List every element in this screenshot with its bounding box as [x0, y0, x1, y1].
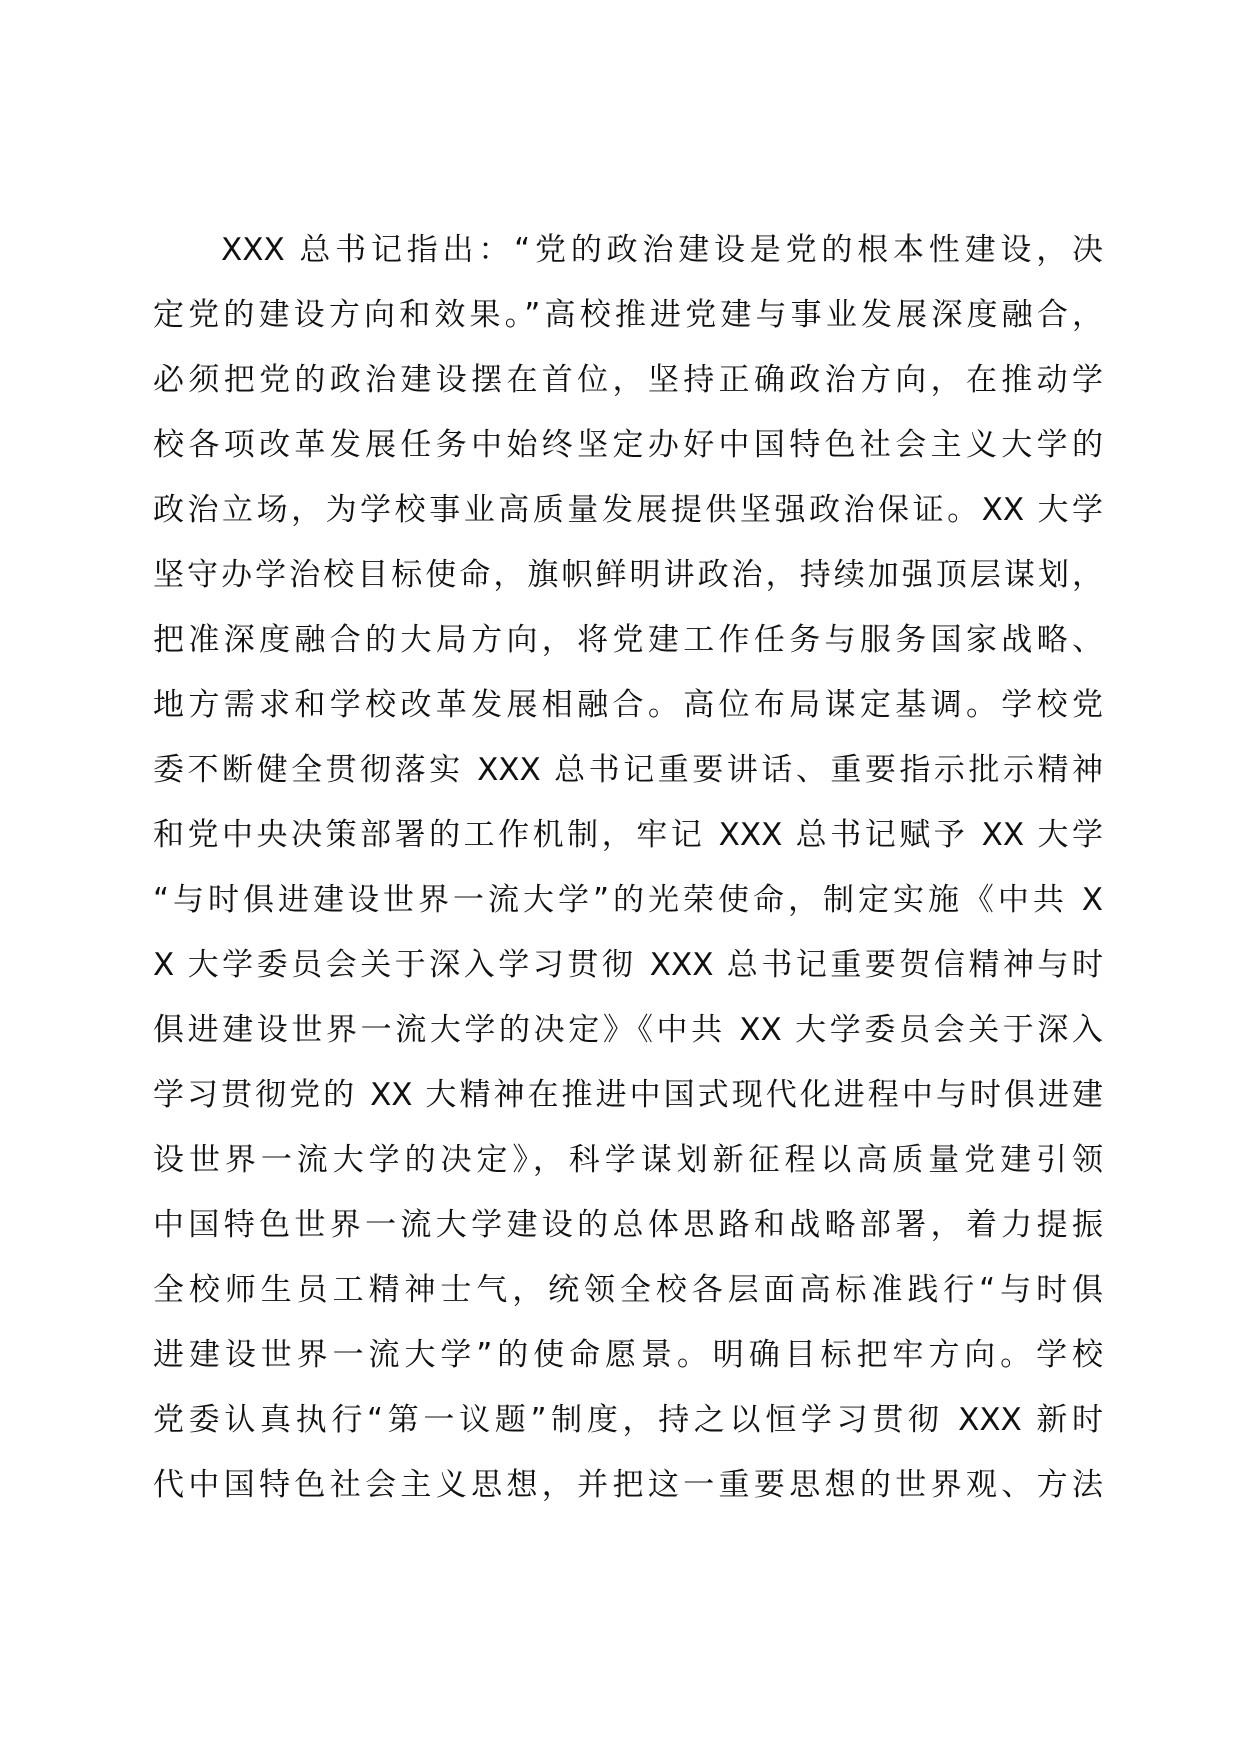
text-line: X 大学委员会关于深入学习贯彻 XXX 总书记重要贺信精神与时 — [153, 947, 1103, 983]
text-line: 党委认真执行“第一议题”制度，持之以恒学习贯彻 XXX 新时 — [153, 1402, 1103, 1438]
text-line: 学习贯彻党的 XX 大精神在推进中国式现代化进程中与时俱进建 — [153, 1077, 1103, 1113]
text-line: 委不断健全贯彻落实 XXX 总书记重要讲话、重要指示批示精神 — [153, 752, 1103, 788]
body-paragraph — [153, 218, 1103, 1518]
text-line: 俱进建设世界一流大学的决定》《中共 XX 大学委员会关于深入 — [153, 1012, 1103, 1048]
text-line: 定党的建设方向和效果。”高校推进党建与事业发展深度融合， — [153, 297, 1103, 333]
text-line: 中国特色世界一流大学建设的总体思路和战略部署，着力提振 — [153, 1207, 1103, 1243]
text-line: 代中国特色社会主义思想，并把这一重要思想的世界观、方法 — [153, 1467, 1103, 1503]
text-line: “与时俱进建设世界一流大学”的光荣使命，制定实施《中共 X — [153, 882, 1103, 918]
text-line: 把准深度融合的大局方向，将党建工作任务与服务国家战略、 — [153, 622, 1103, 658]
text-line: 坚守办学治校目标使命，旗帜鲜明讲政治，持续加强顶层谋划， — [153, 557, 1103, 593]
text-line: 全校师生员工精神士气，统领全校各层面高标准践行“与时俱 — [153, 1272, 1103, 1308]
text-line: 政治立场，为学校事业高质量发展提供坚强政治保证。XX 大学 — [153, 492, 1103, 528]
text-line: 进建设世界一流大学”的使命愿景。明确目标把牢方向。学校 — [153, 1337, 1103, 1373]
text-line: 校各项改革发展任务中始终坚定办好中国特色社会主义大学的 — [153, 427, 1103, 463]
text-line: XXX 总书记指出：“党的政治建设是党的根本性建设，决 — [221, 232, 1103, 268]
text-line: 和党中央决策部署的工作机制，牢记 XXX 总书记赋予 XX 大学 — [153, 817, 1103, 853]
text-line: 必须把党的政治建设摆在首位，坚持正确政治方向，在推动学 — [153, 362, 1103, 398]
text-line: 设世界一流大学的决定》，科学谋划新征程以高质量党建引领 — [153, 1142, 1103, 1178]
text-line: 地方需求和学校改革发展相融合。高位布局谋定基调。学校党 — [153, 687, 1103, 723]
